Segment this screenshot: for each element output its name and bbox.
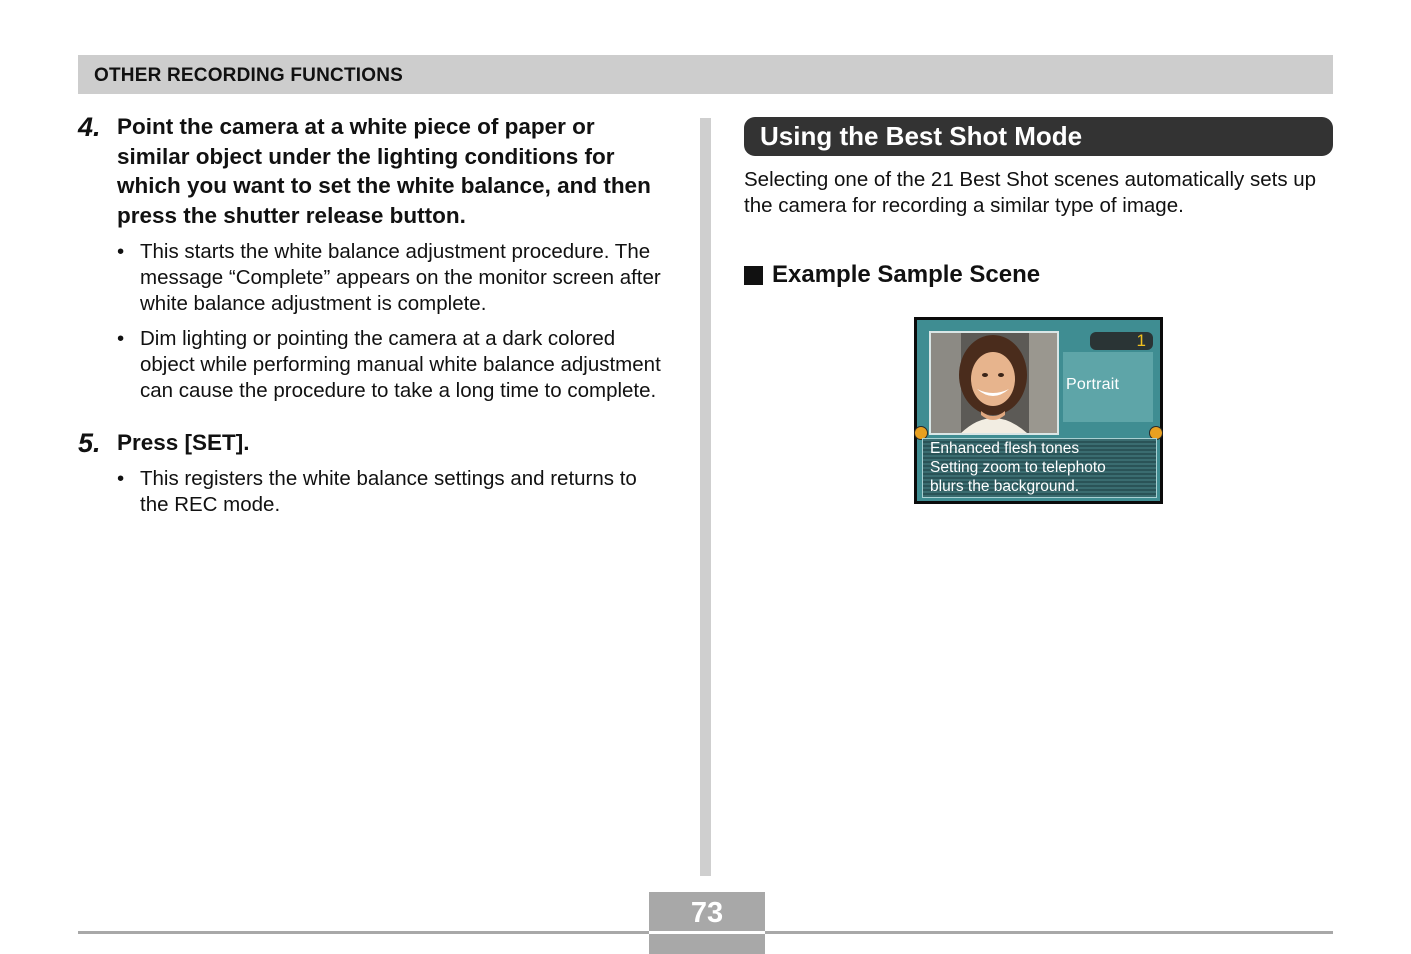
scene-counter-value: 1 xyxy=(1136,331,1146,350)
step-bullets xyxy=(117,239,668,404)
page-number-box xyxy=(649,892,765,954)
subheading-text: Example Sample Scene xyxy=(772,261,1041,288)
section-intro: Selecting one of the 21 Best Shot scenes automatically sets up the camera for recording a similar type of image. xyxy=(744,168,1317,217)
step-title: Point the camera at a white piece of paper or similar object under the lighting conditions for which you want to set the white balance, and then press the shutter release button. xyxy=(117,114,651,228)
section-title: Using the Best Shot Mode xyxy=(744,117,1333,156)
column-divider xyxy=(700,118,711,876)
scene-description-line: Setting zoom to telephoto xyxy=(930,459,1106,476)
page-header-band xyxy=(78,55,1333,94)
page-number-gap xyxy=(649,931,765,934)
step-4 xyxy=(78,112,668,404)
step-bullets xyxy=(117,466,668,518)
step-title: Press [SET]. xyxy=(117,430,250,455)
scene-counter xyxy=(1090,332,1153,350)
camera-screen-display xyxy=(917,320,1160,501)
list-item: • Dim lighting or pointing the camera at a dark colored object while performing manual white balance adjustment can cause the procedure to take a long time to complete. xyxy=(117,327,661,402)
step-number: 4. xyxy=(78,112,101,142)
right-column xyxy=(744,117,1333,289)
scene-description-line: blurs the background. xyxy=(930,478,1080,495)
left-column xyxy=(78,112,668,527)
scene-name: Portrait xyxy=(1066,376,1120,393)
scene-description-box xyxy=(922,438,1157,498)
subheading xyxy=(744,261,1333,289)
page-number: 73 xyxy=(690,897,724,929)
page-header-title: OTHER RECORDING FUNCTIONS xyxy=(94,65,403,86)
portrait-thumbnail xyxy=(929,331,1059,435)
list-item: • This starts the white balance adjustment procedure. The message “Complete” appears on the monitor screen after white balance adjustment is complete. xyxy=(117,240,661,315)
portrait-photo-icon xyxy=(931,333,1057,433)
camera-screen-illustration xyxy=(914,317,1163,504)
scene-name-box xyxy=(1063,352,1153,422)
square-bullet-icon xyxy=(744,266,763,285)
step-number: 5. xyxy=(78,428,101,458)
scene-description-line: Enhanced flesh tones xyxy=(930,440,1080,457)
step-5 xyxy=(78,428,668,518)
list-item: • This registers the white balance settings and returns to the REC mode. xyxy=(117,466,637,516)
